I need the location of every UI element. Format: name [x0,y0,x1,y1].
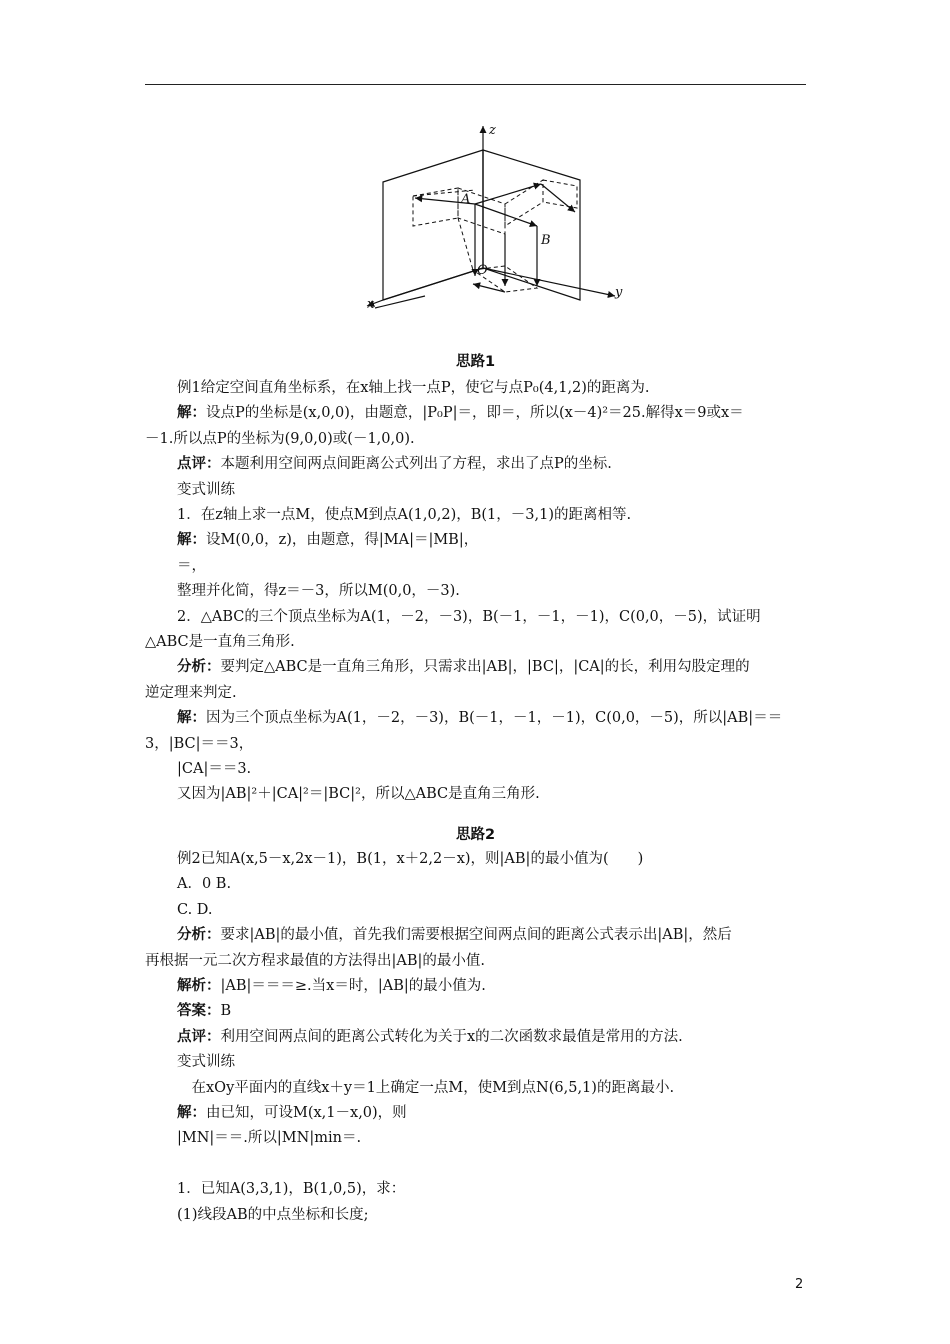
text-line [177,480,235,500]
text-line [177,1179,405,1199]
line-text: B [220,1003,232,1020]
line-text: 例2已知A(x,5－x,2x－1)，B(1，x＋2,2－x)，则|AB|的最小值为( ) [177,851,644,867]
x-label: x [367,297,375,312]
line-text: |AB|＝＝＝≥.当x＝时，|AB|的最小值为. [220,978,486,994]
line-text: 2．△ABC的三个顶点坐标为A(1，－2，－3)，B(－1，－1，－1)，C(0,0，－5)，试证明 [177,608,761,625]
line-text: 变式训练 [177,1054,235,1071]
text-line [177,581,460,601]
line-text: 再根据一元二次方程求最值的方法得出|AB|的最小值. [145,952,486,969]
text-line [177,1027,683,1047]
bold-label: 解： [177,710,206,727]
line-text: |MN|＝＝.所以|MN|min＝. [177,1130,362,1147]
yoz-plane [483,150,580,300]
line-text: 在xOy平面内的直线x＋y＝1上确定一点M，使M到点N(6,5,1)的距离最小. [177,1079,675,1096]
bold-label: 分析： [177,927,221,944]
section-heading-1: 思路1 [455,354,496,370]
text-line [177,530,478,550]
page-number: 2 [795,1277,804,1292]
line-text: ＝， [177,557,206,574]
point-b-label: B [541,233,551,248]
text-line [177,378,650,398]
bold-label: 分析： [177,659,221,676]
line-text: 1．已知A(3,3,1)，B(1,0,5)，求： [177,1181,406,1198]
coordinate-figure [355,118,635,318]
line-text: －1.所以点P的坐标为(9,0,0)或(－1,0,0). [145,430,415,447]
line-text: 利用空间两点间的距离公式转化为关于x的二次函数求最值是常用的方法. [220,1028,683,1045]
text-line [177,1078,674,1098]
text-line [177,976,486,996]
line-text: 要判定△ABC是一直角三角形，只需求出|AB|，|BC|，|CA|的长，利用勾股定理的 [220,659,750,676]
text-line [177,849,643,869]
text-line [177,1205,369,1225]
text-line [177,1128,361,1148]
text-line [177,708,782,728]
line-text: 因为三个顶点坐标为A(1，－2，－3)，B(－1，－1，－1)，C(0,0，－5)，所以|AB|＝＝ [206,710,783,727]
line-text: |CA|＝＝3. [177,761,252,777]
z-label: z [489,123,496,138]
text-line [177,556,206,576]
bold-label: 解： [177,532,206,549]
line-text: (1)线段AB的中点坐标和长度; [177,1206,369,1223]
bold-label: 点评： [177,456,221,473]
coordinate-diagram [355,118,635,318]
text-line [177,925,732,945]
line-text: 整理并化简，得z＝－3，所以M(0,0，－3). [177,583,460,600]
header-rule [145,84,806,85]
line-text: 例1给定空间直角坐标系，在x轴上找一点P，使它与点P₀(4,1,2)的距离为. [177,380,650,396]
text-line [177,1001,231,1021]
line-text: A．0 B. [177,876,232,893]
text-line [177,454,612,474]
text-line [145,683,237,703]
line-text: △ABC是一直角三角形. [145,634,295,650]
line-text: 由已知，可设M(x,1－x,0)，则 [206,1105,407,1121]
xoz-plane [383,150,483,300]
line-text: 逆定理来判定. [145,684,237,701]
text-line [177,784,540,804]
origin-label: O [477,263,488,278]
line-text: 设M(0,0，z)，由题意，得|MA|＝|MB|， [206,532,479,549]
line-text: C. D. [177,901,213,918]
text-line [177,1103,407,1123]
line-text: 本题利用空间两点间距离公式列出了方程，求出了点P的坐标. [220,456,612,473]
line-text: 设点P的坐标是(x,0,0)，由题意，|P₀P|＝，即＝，所以(x－4)²＝25.解得x＝9或x＝ [206,405,744,422]
bold-label: 解析： [177,978,221,994]
bold-label: 解： [177,405,206,422]
text-line [177,759,251,779]
point-a-label: A [461,192,471,207]
bold-label: 点评： [177,1028,221,1045]
text-line [177,505,631,525]
y-label: y [615,285,623,300]
line-text: 1．在z轴上求一点M，使点M到点A(1,0,2)，B(1，－3,1)的距离相等. [177,507,632,523]
text-line [177,607,761,627]
text-line [145,632,295,652]
bold-label: 答案： [177,1003,221,1020]
line-text: 又因为|AB|²＋|CA|²＝|BC|²，所以△ABC是直角三角形. [177,786,540,803]
text-line [177,1052,235,1072]
text-line [145,734,253,754]
text-line [177,657,750,677]
text-line [145,429,415,449]
line-text: 要求|AB|的最小值，首先我们需要根据空间两点间的距离公式表示出|AB|，然后 [220,927,732,944]
line-text: 变式训练 [177,481,235,498]
bold-label: 解： [177,1105,206,1121]
text-line [145,951,485,971]
line-text: 3，|BC|＝＝3， [145,735,254,752]
text-line [177,900,213,920]
text-line [177,403,744,423]
section-heading-2: 思路2 [455,827,496,843]
text-line [177,874,231,894]
